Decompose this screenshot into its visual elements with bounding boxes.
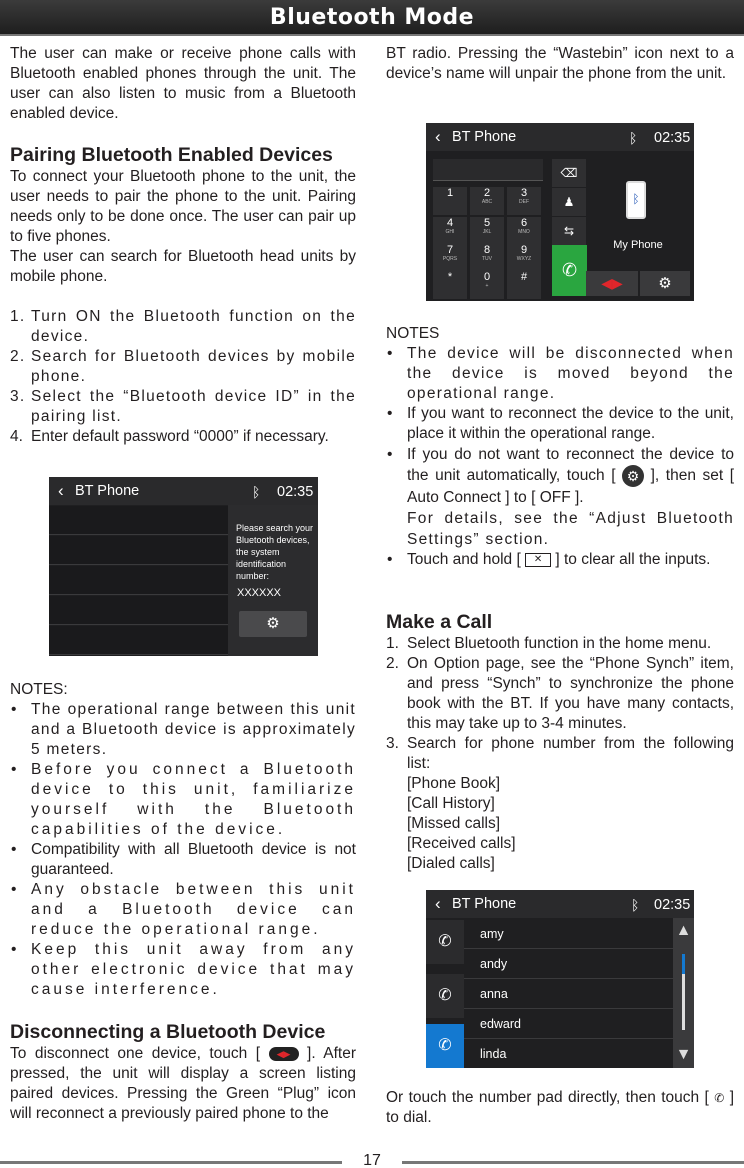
status-bar (426, 123, 694, 151)
clock: 02:35 (654, 897, 691, 913)
key-5[interactable]: 5 JKL (470, 217, 504, 245)
back-icon[interactable]: ‹ (435, 894, 441, 913)
list-item[interactable] (49, 506, 228, 535)
list-item[interactable] (49, 536, 228, 565)
incoming-call-icon: ✆ (438, 933, 452, 950)
right-notes (386, 324, 734, 570)
list-item[interactable] (49, 566, 228, 595)
table-row[interactable]: edward (464, 1009, 694, 1039)
gear-icon: ⚙ (266, 615, 280, 632)
key-star[interactable]: * (433, 271, 467, 299)
clock: 02:35 (654, 130, 691, 146)
back-icon[interactable]: ‹ (435, 127, 441, 146)
key-4[interactable]: 4 GHI (433, 217, 467, 245)
list-item: 4. Enter default password “0000” if necessary. (10, 428, 329, 445)
bt-contacts-screen (426, 890, 694, 1068)
left-column (10, 44, 356, 447)
list-item: • If you do not want to reconnect the device to the unit automatically, touch [ ⚙ ], then set [ Auto Connect ] to [ OFF ]. For details, see the “Adjust Bluetooth Settings” section. (386, 444, 734, 550)
list-item: • Touch and hold [ ✕ ] to clear all the inputs. (386, 550, 734, 570)
lists (386, 774, 734, 874)
list-item: 1. Turn ON the Bluetooth function on the device. (10, 308, 356, 345)
pairing-paragraph-1: To connect your Bluetooth phone to the unit, the user needs to pair the phone to the unit. Pairing needs only to be done once. The user can pair up to five phones. (10, 168, 356, 245)
key-7[interactable]: 7 PQRS (433, 244, 467, 272)
outgoing-call-icon: ✆ (438, 987, 452, 1004)
disconnect-icon: ◀▶ (269, 1047, 299, 1061)
key-1[interactable]: 1 (433, 187, 467, 215)
right-column (386, 44, 734, 84)
disconnect-section (10, 1020, 356, 1124)
list-item: • Compatibility with all Bluetooth device is not guaranteed. (10, 840, 356, 880)
footer-rule-left (0, 1161, 342, 1164)
list-item: • If you want to reconnect the device to the unit, place it within the operational range. (386, 404, 734, 444)
bluetooth-icon: ᛒ (629, 130, 638, 146)
pairing-paragraph-2: The user can search for Bluetooth head units by mobile phone. (10, 248, 356, 285)
key-6[interactable]: 6 MNO (507, 217, 541, 245)
title-banner (0, 0, 744, 36)
key-hash[interactable]: # (507, 271, 541, 299)
list-item: 3. Select the “Bluetooth device ID” in the pairing list. (10, 388, 356, 425)
settings-button[interactable] (640, 271, 690, 296)
gear-icon: ⚙ (658, 275, 672, 292)
clock: 02:35 (277, 484, 314, 500)
list-item: 2. On Option page, see the “Phone Synch” item, and press “Synch” to synchronize the phone book with the BT. If you have many contacts, this may take up to 3-4 minutes. (386, 655, 734, 732)
table-row[interactable]: amy (464, 919, 694, 949)
list-item: • Keep this unit away from any other electronic device that may cause interference. (10, 940, 356, 1000)
page-title: Bluetooth Mode (269, 5, 475, 30)
back-icon[interactable]: ‹ (58, 481, 64, 500)
bt-dialpad-screen (426, 123, 694, 301)
transfer-button[interactable] (552, 217, 586, 245)
disconnect-heading: Disconnecting a Bluetooth Device (10, 1021, 326, 1043)
list-item: [Dialed calls] (407, 855, 495, 872)
table-row[interactable]: andy (464, 949, 694, 979)
list-item: • The device will be disconnected when the device is moved beyond the operational range. (386, 344, 734, 404)
list-item: • The operational range between this unit and a Bluetooth device is approximately 5 meters. (10, 700, 356, 760)
list-item: • Before you connect a Bluetooth device to this unit, familiarize yourself with the Bluetooth capabilities of the device. (10, 760, 356, 840)
scroll-up-icon[interactable]: ▲ (675, 922, 692, 939)
scroll-down-icon[interactable]: ▼ (675, 1046, 692, 1063)
phone-bluetooth-icon: ᛒ (626, 181, 646, 219)
status-bar (49, 477, 318, 505)
list-item: 1. Select Bluetooth function in the home menu. (386, 635, 712, 652)
list-item: [Received calls] (407, 835, 516, 852)
screen-title: BT Phone (452, 896, 517, 912)
missed-call-icon: ✆ (438, 1037, 452, 1054)
list-item: [Call History] (407, 795, 495, 812)
continued-paragraph: BT radio. Pressing the “Wastebin” icon next to a device’s name will unpair the phone from the unit. (386, 45, 734, 82)
device-code: XXXXXX (237, 587, 282, 599)
pairing-info-panel (228, 505, 318, 656)
key-8[interactable]: 8 TUV (470, 244, 504, 272)
disconnect-icon: ◀▶ (601, 275, 623, 291)
make-call-heading: Make a Call (386, 611, 493, 633)
table-row[interactable]: anna (464, 979, 694, 1009)
call-steps (386, 634, 734, 774)
list-item: 2. Search for Bluetooth devices by mobile phone. (10, 348, 356, 385)
phone-icon: ✆ (561, 260, 578, 280)
search-message: Please search your Bluetooth devices, the system identification number: (236, 523, 314, 581)
bluetooth-icon: ᛒ (631, 897, 640, 913)
list-item[interactable] (49, 596, 228, 625)
key-0[interactable]: 0 + (470, 271, 504, 299)
list-item: • Any obstacle between this unit and a Bluetooth device can reduce the operational range. (10, 880, 356, 940)
connected-device-panel (582, 151, 694, 271)
clear-icon: ✕ (525, 553, 551, 567)
bluetooth-icon: ᛒ (252, 484, 261, 500)
page-number: 17 (363, 1152, 381, 1168)
notes-heading: NOTES: (10, 681, 68, 698)
table-row[interactable]: linda (464, 1039, 694, 1068)
dial-paragraph: Or touch the number pad directly, then touch [ ✆ ] to dial. (386, 1089, 734, 1127)
disconnect-paragraph: To disconnect one device, touch [ ◀▶ ]. After pressed, the unit will display a screen listing paired devices. Pressing the Green “Plug” icon will reconnect a previously paired phone to the (10, 1045, 356, 1122)
tab-received-calls[interactable] (426, 920, 464, 964)
number-display (433, 159, 543, 181)
tab-dialed-calls[interactable] (426, 974, 464, 1018)
dial-pad (433, 159, 606, 296)
dial-note (386, 1088, 734, 1128)
list-item[interactable] (49, 626, 228, 655)
screen-title: BT Phone (452, 129, 517, 145)
pairing-steps (10, 307, 356, 447)
scrollbar[interactable] (673, 918, 694, 1068)
device-name: My Phone (613, 239, 663, 251)
pairing-heading: Pairing Bluetooth Enabled Devices (10, 144, 333, 166)
backspace-button[interactable] (552, 159, 586, 187)
footer-rule-right (402, 1161, 744, 1164)
notes-list (386, 344, 734, 570)
list-item: [Phone Book] (407, 775, 501, 792)
notes-heading: NOTES (386, 325, 440, 342)
status-bar (426, 890, 694, 918)
gear-icon: ⚙ (622, 465, 644, 487)
screen-title: BT Phone (75, 483, 140, 499)
phone-icon: ✆ (714, 1091, 725, 1105)
key-3[interactable]: 3 DEF (507, 187, 541, 215)
intro-paragraph: The user can make or receive phone calls with Bluetooth enabled phones through the unit. The user can also listen to music from a Bluetooth enabled device. (10, 45, 356, 122)
scroll-thumb[interactable] (682, 954, 685, 974)
make-call-section (386, 610, 734, 874)
notes-list (10, 700, 356, 1000)
tab-missed-calls[interactable] (426, 1024, 464, 1068)
backspace-icon: ⌫ (560, 166, 578, 180)
list-item: [Missed calls] (407, 815, 501, 832)
key-2[interactable]: 2 ABC (470, 187, 504, 215)
bt-pairing-screen (49, 477, 318, 656)
settings-button[interactable] (239, 611, 307, 637)
list-item: 3. Search for phone number from the following list: (386, 735, 734, 772)
contact-icon: ♟ (563, 195, 575, 209)
key-9[interactable]: 9 WXYZ (507, 244, 541, 272)
transfer-icon: ⇆ (563, 224, 575, 238)
contacts-button[interactable] (552, 188, 586, 216)
page-footer (0, 1150, 744, 1168)
left-notes (10, 680, 356, 1000)
disconnect-button[interactable] (586, 271, 638, 296)
